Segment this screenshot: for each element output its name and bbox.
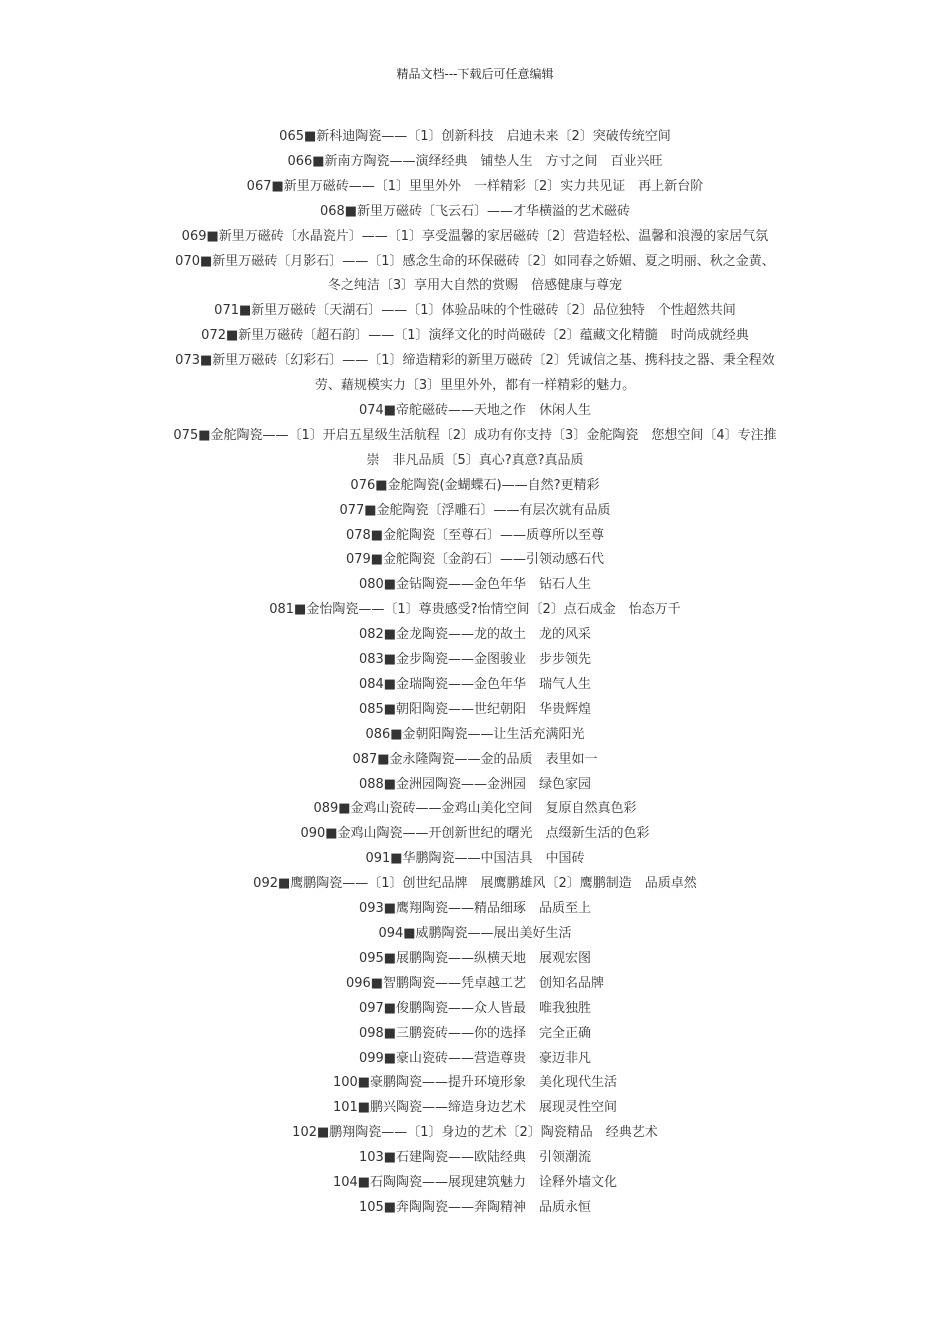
slogan-entry: 070■新里万磁砖〔月影石〕——〔1〕感念生命的环保磁砖〔2〕如同春之娇媚、夏之明丽、秋之金黄、: [175, 253, 775, 269]
slogan-entry: 103■石建陶瓷——欧陆经典 引领潮流: [358, 1150, 592, 1166]
slogan-entry: 074■帝舵磁砖——天地之作 休闲人生: [358, 402, 592, 418]
slogan-entry: 068■新里万磁砖〔飞云石〕——才华横溢的艺术磁砖: [319, 203, 631, 219]
slogan-entry: 079■金舵陶瓷〔金韵石〕——引领动感石代: [345, 552, 605, 568]
slogan-entry-continuation: 劳、藉规模实力〔3〕里里外外，都有一样精彩的魅力。: [314, 378, 636, 394]
slogan-entry: 089■金鸡山瓷砖——金鸡山美化空间 复原自然真色彩: [313, 801, 637, 817]
slogan-entry: 081■金怡陶瓷——〔1〕尊贵感受?怡情空间〔2〕点石成金 怡态万千: [269, 602, 681, 618]
slogan-entry: 105■奔陶陶瓷——奔陶精神 品质永恒: [358, 1199, 592, 1215]
slogan-list: [140, 125, 810, 1221]
slogan-entry: 092■鹰鹏陶瓷——〔1〕创世纪品牌 展鹰鹏雄风〔2〕鹰鹏制造 品质卓然: [253, 876, 697, 892]
slogan-entry: 073■新里万磁砖〔幻彩石〕——〔1〕缔造精彩的新里万磁砖〔2〕凭诚信之基、携科技之器、秉全程效: [175, 353, 775, 369]
page-header: 精品文档---下载后可任意编辑: [396, 67, 554, 81]
slogan-entry: 093■鹰翔陶瓷——精品细琢 品质至上: [358, 901, 592, 917]
slogan-entry: 078■金舵陶瓷〔至尊石〕——质尊所以至尊: [345, 527, 605, 543]
slogan-entry: 082■金龙陶瓷——龙的故土 龙的风采: [358, 627, 592, 643]
slogan-entry: 088■金洲园陶瓷——金洲园 绿色家园: [358, 776, 592, 792]
slogan-entry-continuation: 冬之纯洁〔3〕享用大自然的赏赐 倍感健康与尊宠: [327, 278, 623, 294]
slogan-entry: 090■金鸡山陶瓷——开创新世纪的曙光 点缀新生活的色彩: [300, 826, 650, 842]
slogan-entry: 067■新里万磁砖——〔1〕里里外外 一样精彩〔2〕实力共见证 再上新台阶: [246, 178, 704, 194]
slogan-entry: 086■金朝阳陶瓷——让生活充满阳光: [365, 726, 585, 742]
slogan-entry: 100■豪鹏陶瓷——提升环境形象 美化现代生活: [332, 1075, 618, 1091]
slogan-entry: 087■金永隆陶瓷——金的品质 表里如一: [352, 751, 598, 767]
slogan-entry: 069■新里万磁砖〔水晶瓷片〕——〔1〕享受温馨的家居磁砖〔2〕营造轻松、温馨和浪漫的家居气氛: [181, 228, 769, 244]
slogan-entry-continuation: 崇 非凡品质〔5〕真心?真意?真品质: [366, 452, 584, 468]
slogan-entry: 080■金钻陶瓷——金色年华 钻石人生: [358, 577, 592, 593]
slogan-entry: 104■石陶陶瓷——展现建筑魅力 诠释外墙文化: [332, 1175, 618, 1191]
slogan-entry: 084■金瑞陶瓷——金色年华 瑞气人生: [358, 676, 592, 692]
slogan-entry: 066■新南方陶瓷——演绎经典 铺垫人生 方寸之间 百业兴旺: [287, 153, 663, 169]
slogan-entry: 099■豪山瓷砖——营造尊贵 豪迈非凡: [358, 1050, 592, 1066]
slogan-entry: 097■俊鹏陶瓷——众人皆最 唯我独胜: [358, 1000, 592, 1016]
slogan-entry: 083■金步陶瓷——金图骏业 步步领先: [358, 652, 592, 668]
slogan-entry: 102■鹏翔陶瓷——〔1〕身边的艺术〔2〕陶瓷精品 经典艺术: [292, 1125, 658, 1141]
slogan-entry: 096■智鹏陶瓷——凭卓越工艺 创知名品牌: [345, 975, 605, 991]
slogan-entry: 085■朝阳陶瓷——世纪朝阳 华贵辉煌: [358, 701, 592, 717]
slogan-entry: 095■展鹏陶瓷——纵横天地 展观宏图: [358, 950, 592, 966]
slogan-entry: 065■新科迪陶瓷——〔1〕创新科技 启迪未来〔2〕突破传统空间: [279, 129, 671, 144]
slogan-entry: 101■鹏兴陶瓷——缔造身边艺术 展现灵性空间: [332, 1100, 618, 1116]
slogan-entry: 098■三鹏瓷砖——你的选择 完全正确: [358, 1025, 592, 1041]
slogan-entry: 076■金舵陶瓷(金蝴蝶石)——自然?更精彩: [350, 477, 600, 493]
slogan-entry: 075■金舵陶瓷——〔1〕开启五星级生活航程〔2〕成功有你支持〔3〕金舵陶瓷 您想空间〔4〕专注推: [173, 427, 777, 443]
slogan-entry: 071■新里万磁砖〔天湖石〕——〔1〕体验品味的个性磁砖〔2〕品位独特 个性超然共间: [214, 303, 736, 319]
slogan-entry: 077■金舵陶瓷〔浮雕石〕——有层次就有品质: [339, 502, 611, 518]
slogan-entry: 094■威鹏陶瓷——展出美好生活: [378, 926, 572, 941]
slogan-entry: 072■新里万磁砖〔超石韵〕——〔1〕演绎文化的时尚磁砖〔2〕蕴藏文化精髓 时尚成就经典: [201, 328, 749, 344]
slogan-entry: 091■华鹏陶瓷——中国洁具 中国砖: [365, 851, 585, 867]
